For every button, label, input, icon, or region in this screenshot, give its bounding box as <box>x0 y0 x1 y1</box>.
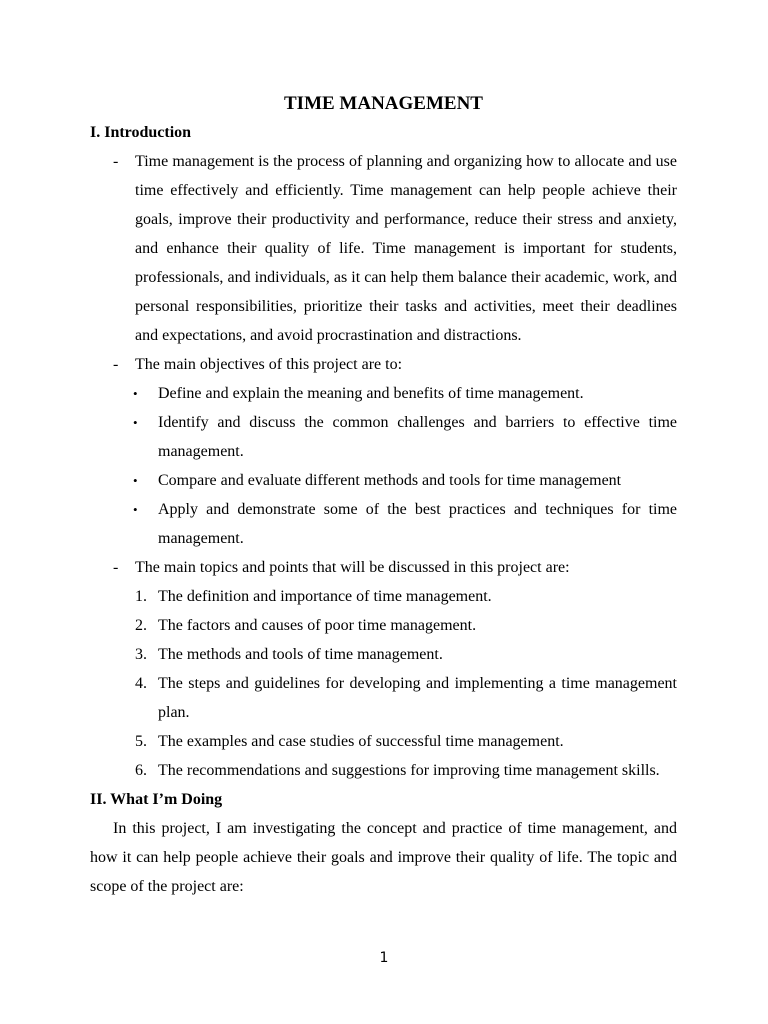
topic-text: The definition and importance of time management. <box>158 588 492 605</box>
topic-item <box>90 756 677 785</box>
objective-item <box>90 495 677 553</box>
dash-marker: - <box>113 559 119 576</box>
bullet-marker: • <box>133 386 138 401</box>
objective-text: Apply and demonstrate some of the best practices and techniques for time management. <box>158 501 677 547</box>
bullet-marker: • <box>133 415 138 430</box>
objective-text: Compare and evaluate different methods and tools for time management <box>158 472 622 489</box>
topics-intro-text: The main topics and points that will be discussed in this project are: <box>135 559 570 576</box>
topic-text: The methods and tools of time management. <box>158 646 443 663</box>
topics-dash-item <box>90 553 677 582</box>
objective-item <box>90 466 677 495</box>
objective-text: Define and explain the meaning and benefits of time management. <box>158 385 584 402</box>
objectives-intro-text: The main objectives of this project are to: <box>135 356 403 373</box>
dash-marker: - <box>113 356 119 373</box>
topic-number: 1. <box>135 588 147 605</box>
intro-dash-item <box>90 147 677 350</box>
page-number: 1 <box>379 950 389 966</box>
intro-text: Time management is the process of planning and organizing how to allocate and use time effectively and efficiently. Time management can help people achieve their goals, improve their productivity and performance, reduce their stress and anxiety, and enhance their quality of life. Time management is important for students, professionals, and individuals, as it can help them balance their academic, work, and personal responsibilities, prioritize their tasks and activities, meet their deadlines and expectations, and avoid procrastination and distractions. <box>135 153 677 344</box>
topic-number: 2. <box>135 617 147 634</box>
topic-number: 4. <box>135 675 147 692</box>
section-heading-introduction: I. Introduction <box>90 124 192 141</box>
topic-number: 3. <box>135 646 147 663</box>
topic-item <box>90 640 677 669</box>
topic-item <box>90 582 677 611</box>
objective-item <box>90 379 677 408</box>
topic-item <box>90 611 677 640</box>
topic-text: The factors and causes of poor time management. <box>158 617 477 634</box>
topic-text: The recommendations and suggestions for improving time management skills. <box>158 762 660 779</box>
topic-item <box>90 727 677 756</box>
page-content <box>90 80 677 901</box>
section2-paragraph: In this project, I am investigating the concept and practice of time management, and how it can help people achieve their goals and improve their quality of life. The topic and scope of the project are: <box>90 820 677 895</box>
section-heading-what-im-doing: II. What I’m Doing <box>90 791 223 808</box>
topic-number: 5. <box>135 733 147 750</box>
topic-text: The examples and case studies of successful time management. <box>158 733 564 750</box>
topic-text: The steps and guidelines for developing and implementing a time management plan. <box>158 675 677 721</box>
objectives-dash-item <box>90 350 677 379</box>
topic-number: 6. <box>135 762 147 779</box>
topic-item <box>90 669 677 727</box>
objective-item <box>90 408 677 466</box>
document-title: TIME MANAGEMENT <box>284 93 483 114</box>
dash-marker: - <box>113 153 119 170</box>
bullet-marker: • <box>133 502 138 517</box>
objective-text: Identify and discuss the common challenges and barriers to effective time management. <box>158 414 677 460</box>
bullet-marker: • <box>133 473 138 488</box>
